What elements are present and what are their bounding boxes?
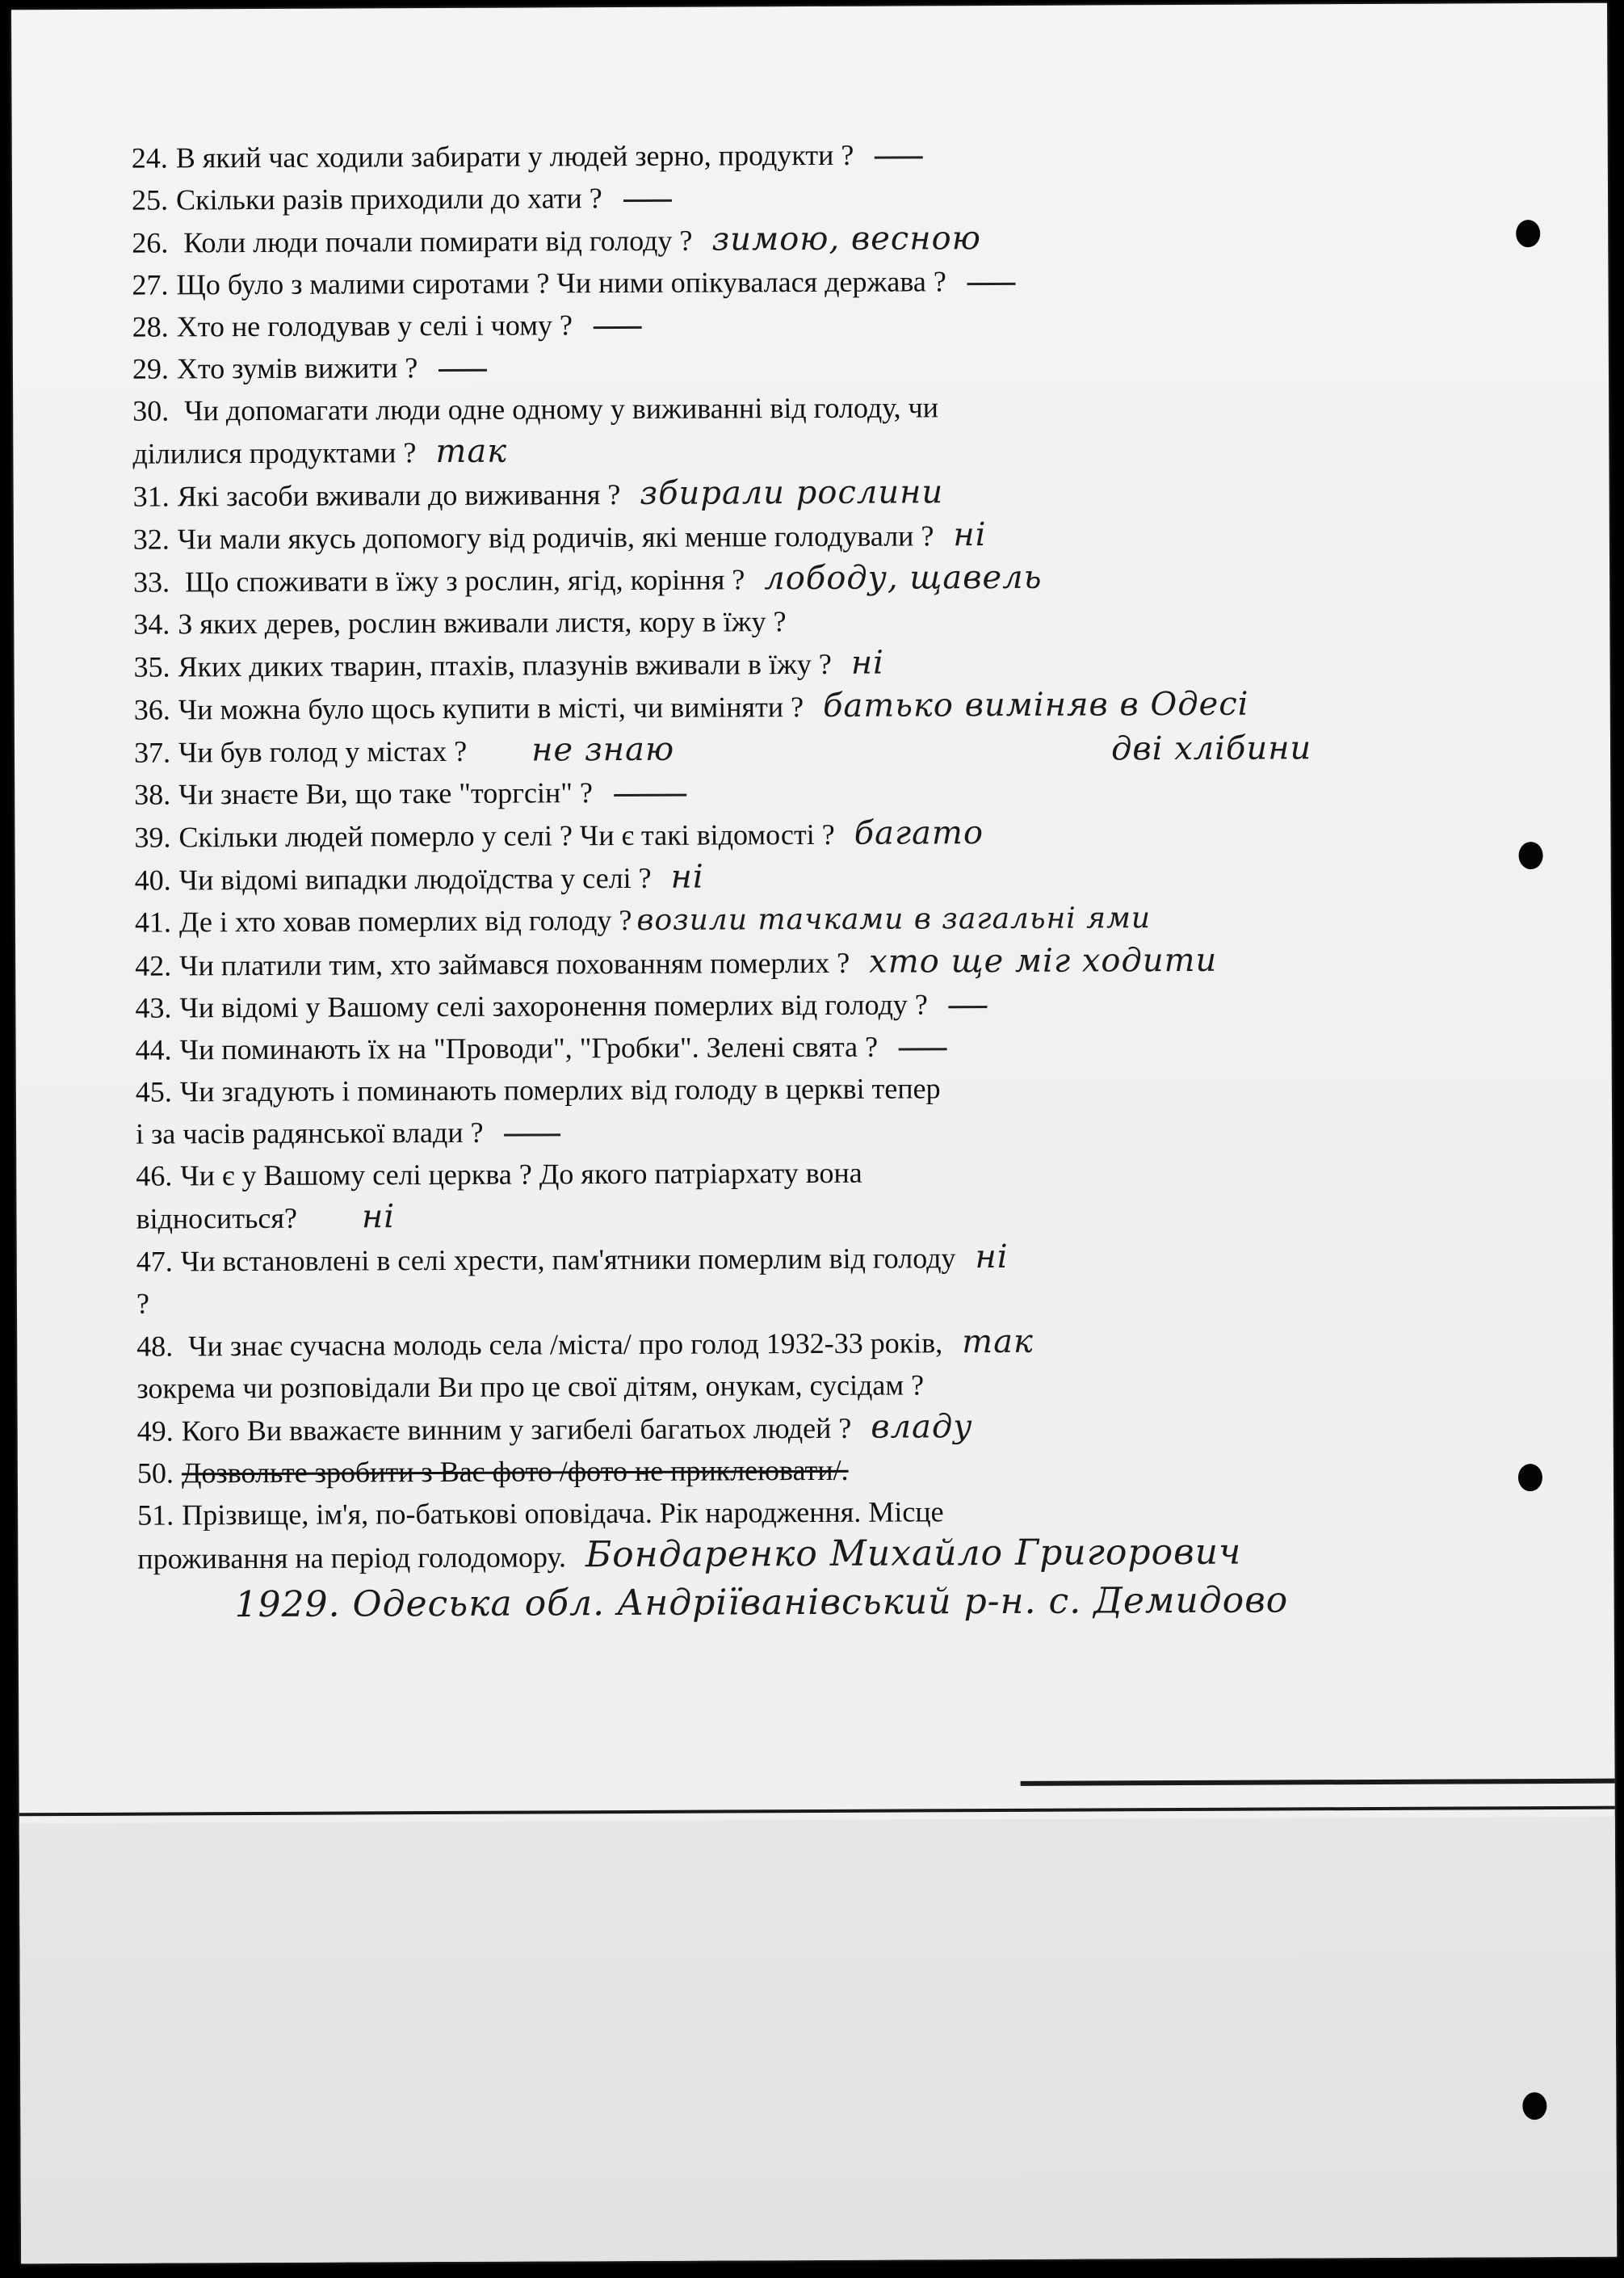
question-35 (133, 639, 1571, 688)
answer-dash (967, 283, 1016, 285)
question-text: Скільки разів приходили до хати ? (175, 182, 602, 216)
question-44 (136, 1023, 1573, 1071)
question-47 (136, 1234, 1574, 1283)
handwritten-answer: ні (361, 1198, 396, 1236)
question-50 (137, 1446, 1575, 1494)
answer-dash (623, 200, 672, 202)
question-46 (136, 1149, 1573, 1197)
question-text: Чи мали якусь допомогу від родичів, які менше голодували ? (177, 519, 934, 556)
question-26 (132, 215, 1569, 264)
question-text: Чи встановлені в селі хрести, пам'ятники померлим від голоду (180, 1242, 956, 1278)
question-text: Скільки людей померло у селі ? Чи є такі відомості ? (178, 817, 835, 854)
question-text: Які засоби вживали до виживання ? (177, 478, 621, 513)
question-46-cont (136, 1191, 1573, 1240)
handwritten-answer: возили тачками в загальні ями (636, 902, 1152, 937)
question-42 (135, 938, 1572, 987)
question-text: і за часів радянської влади ? (135, 1116, 484, 1150)
question-text: Чи допомагати люди одне одному у виживанні від голоду, чи (177, 391, 939, 427)
question-number: 42. (135, 949, 172, 982)
question-49 (137, 1403, 1575, 1452)
question-text: Яких диких тварин, птахів, плазунів вживали в їжу ? (178, 647, 832, 683)
question-48-cont (136, 1361, 1574, 1410)
question-text: Чи згадують і поминають померлих від голоду в церкві тепер (179, 1072, 941, 1108)
question-number: 43. (135, 991, 172, 1024)
question-30-cont (132, 426, 1570, 475)
question-number: 33. (133, 565, 170, 599)
question-list (132, 131, 1576, 1637)
handwritten-answer-continuation: 1929. Одеська обл. Андріїванівський р-н. с. Демидово (234, 1579, 1289, 1626)
handwritten-answer: ні (850, 644, 885, 682)
question-number: 34. (133, 607, 170, 641)
question-text: ділилися продуктами ? (132, 436, 417, 470)
question-number: 36. (133, 693, 170, 726)
question-38 (134, 767, 1572, 816)
question-text: Чи відомі випадки людоїдства у селі ? (178, 861, 652, 897)
handwritten-answer: збирали рослини (640, 473, 944, 512)
question-29 (132, 342, 1570, 390)
answer-dash (899, 1049, 947, 1051)
page-lower-shade (19, 1817, 1617, 2264)
question-text: Коли люди почали помирати від голоду ? (176, 224, 693, 259)
answer-dash (594, 326, 642, 329)
question-28 (132, 300, 1570, 348)
question-number: 47. (136, 1245, 173, 1278)
question-text: відноситься? (136, 1201, 298, 1235)
punch-hole (1522, 2092, 1546, 2120)
question-51-cont (137, 1530, 1575, 1580)
question-number: 51. (137, 1498, 174, 1532)
question-number: 35. (133, 650, 170, 683)
question-number: 45. (135, 1075, 172, 1108)
question-51 (137, 1488, 1575, 1536)
question-number: 24. (131, 141, 168, 174)
handwritten-answer: так (435, 432, 508, 471)
question-text: проживання на період голодомору. (137, 1540, 566, 1575)
question-number: 26. (132, 226, 169, 259)
fold-line (1021, 1779, 1615, 1786)
question-48 (136, 1318, 1574, 1368)
answer-dash (439, 369, 487, 372)
question-39 (134, 809, 1572, 859)
question-text: Чи знає сучасна молодь села /міста/ про голод 1932-33 років, (181, 1326, 943, 1363)
handwritten-answer: так (962, 1322, 1034, 1361)
question-text: Хто не голодував у селі і чому ? (176, 309, 573, 343)
question-number: 50. (136, 1456, 174, 1490)
question-number: 39. (134, 821, 171, 854)
question-number: 48. (136, 1330, 174, 1363)
handwritten-answer: владу (871, 1408, 973, 1446)
question-32 (133, 511, 1571, 561)
question-41 (135, 895, 1572, 944)
question-text: Хто зумів вижити ? (176, 351, 418, 385)
question-text: З яких дерев, рослин вживали листя, кору в їжу ? (178, 605, 787, 641)
question-number: 32. (132, 523, 170, 556)
handwritten-answer: хто ще міг ходити (869, 941, 1218, 981)
handwritten-answer: ні (670, 858, 704, 896)
question-text: Чи можна було щось купити в місті, чи виміняти ? (178, 691, 804, 726)
question-number: 38. (134, 778, 171, 811)
question-number: 27. (132, 268, 169, 301)
question-number: 29. (132, 352, 170, 385)
question-text: зокрема чи розповідали Ви про це свої дітям, онукам, сусідам ? (136, 1368, 925, 1405)
question-47-cont (136, 1276, 1574, 1325)
question-number: 46. (136, 1159, 173, 1192)
answer-dash (949, 1006, 988, 1008)
answer-dash (614, 794, 686, 796)
question-text: Дозвольте зробити з Вас фото /фото не приклеювати/. (181, 1453, 849, 1490)
question-text: Прізвище, ім'я, по-батькові оповідача. Рік народження. Місце (182, 1495, 944, 1532)
question-25 (132, 173, 1569, 221)
question-text: Кого Ви вважаєте винним у загибелі багатьох людей ? (181, 1411, 852, 1448)
handwritten-answer: багато (854, 814, 984, 852)
question-text: Чи знаєте Ви, що таке "торгсін" ? (178, 776, 593, 811)
question-51-handwritten-line (137, 1574, 1575, 1637)
handwritten-answer: Бондаренко Михайло Григорович (585, 1531, 1242, 1576)
question-number: 40. (134, 864, 171, 897)
question-text: Що споживати в їжу з рослин, ягід, коріння ? (178, 563, 745, 599)
question-43 (135, 981, 1572, 1029)
question-text: Де і хто ховав померлих від голоду ? (178, 903, 632, 939)
answer-dash (875, 157, 923, 159)
question-text: Чи є у Вашому селі церква ? До якого патріархату вона (180, 1156, 862, 1192)
question-text: Чи відомі у Вашому селі захоронення померлих від голоду ? (179, 988, 928, 1024)
handwritten-answer: батько виміняв в Одесі (822, 685, 1249, 725)
question-36 (134, 682, 1572, 731)
handwritten-answer-continuation: дві хлібини (1110, 729, 1312, 768)
question-number: 44. (135, 1033, 172, 1066)
question-45 (136, 1065, 1573, 1113)
question-30 (132, 384, 1570, 432)
handwritten-answer: лободу, щавель (764, 558, 1043, 598)
question-number: 30. (132, 394, 170, 427)
question-number: 25. (131, 183, 169, 216)
question-34 (133, 597, 1571, 645)
question-text: В який час ходили забирати у людей зерно, продукти ? (175, 138, 854, 174)
question-number: 41. (134, 906, 172, 939)
fold-line (19, 1806, 1615, 1817)
question-31 (133, 469, 1571, 518)
answer-dash (505, 1134, 561, 1137)
question-33 (133, 554, 1571, 603)
question-text: Чи поминають їх на "Проводи", "Гробки". Зелені свята ? (179, 1030, 879, 1066)
question-text: Чи платили тим, хто займався похованням померлих ? (179, 946, 850, 982)
question-number: 49. (136, 1414, 174, 1448)
question-text: ? (136, 1287, 150, 1320)
question-45-cont (136, 1107, 1573, 1155)
handwritten-answer: ні (975, 1238, 1009, 1276)
question-text: Що було з малими сиротами ? Чи ними опікувалася держава ? (176, 265, 946, 301)
question-number: 28. (132, 310, 169, 343)
question-37 (134, 725, 1572, 774)
question-40 (135, 852, 1572, 902)
questionnaire-page (11, 3, 1617, 2264)
question-24 (132, 131, 1569, 179)
question-text: Чи був голод у містах ? (178, 734, 468, 769)
question-number: 37. (133, 736, 171, 769)
question-27 (132, 258, 1569, 306)
handwritten-answer: не знаю (531, 730, 675, 769)
handwritten-answer: зимою, весною (711, 220, 981, 258)
question-number: 31. (132, 480, 170, 513)
handwritten-answer: ні (953, 516, 987, 554)
